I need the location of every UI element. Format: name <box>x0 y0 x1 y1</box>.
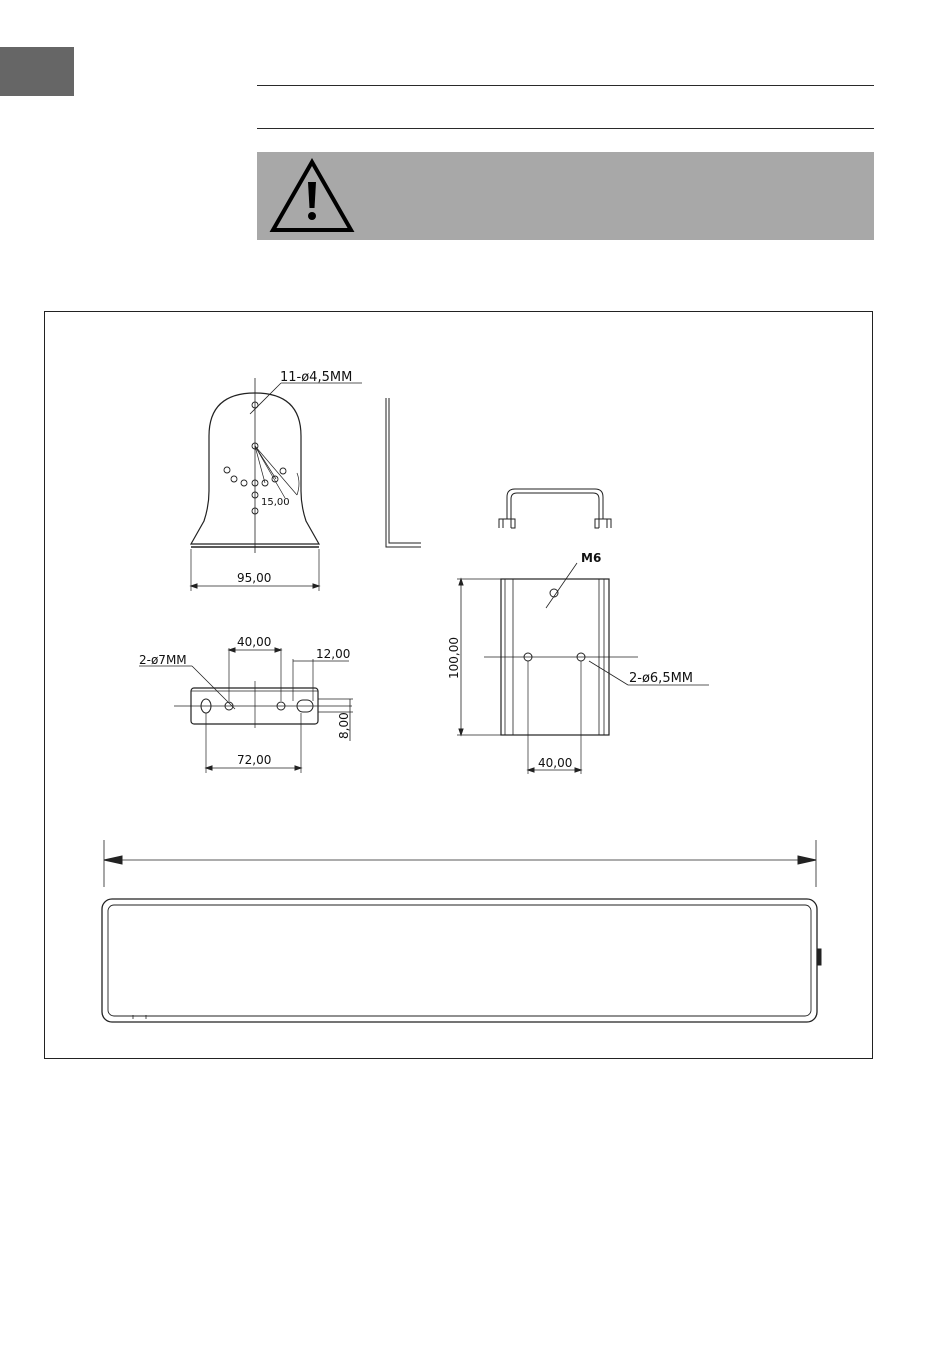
warning-triangle-icon <box>269 158 355 234</box>
mount-plate-width-dim: 95,00 <box>237 571 272 585</box>
warning-box <box>257 152 874 240</box>
heater-body-view <box>102 899 821 1022</box>
technical-drawing <box>45 312 874 1060</box>
mount-plate-front-view <box>191 378 362 591</box>
bracket-slot-dim: 12,00 <box>316 647 351 661</box>
header-rule-top <box>257 85 874 86</box>
pole-bracket-view <box>457 563 709 774</box>
technical-drawing-frame <box>44 311 873 1059</box>
pole-bracket-height-dim: 100,00 <box>447 637 461 679</box>
u-clamp-view <box>499 489 611 528</box>
bracket-height-dim: 8,00 <box>337 712 351 739</box>
page-section-tab <box>0 47 74 96</box>
bracket-hole-callout: 2-ø7MM <box>139 653 187 667</box>
mount-plate-side-view <box>386 398 421 547</box>
pole-bracket-hole-callout: 2-ø6,5MM <box>629 671 694 686</box>
bracket-length-dim: 72,00 <box>237 753 272 767</box>
bracket-spacing-dim: 40,00 <box>237 635 272 649</box>
mount-plate-hole-callout: 11-ø4,5MM <box>280 370 353 385</box>
heater-length-dimension <box>104 840 816 887</box>
header-rule-bottom <box>257 128 874 129</box>
pole-bracket-spacing-dim: 40,00 <box>538 756 573 770</box>
pole-bracket-thread-callout: M6 <box>581 551 602 565</box>
mount-plate-angle-dim: 15,00 <box>261 497 290 508</box>
